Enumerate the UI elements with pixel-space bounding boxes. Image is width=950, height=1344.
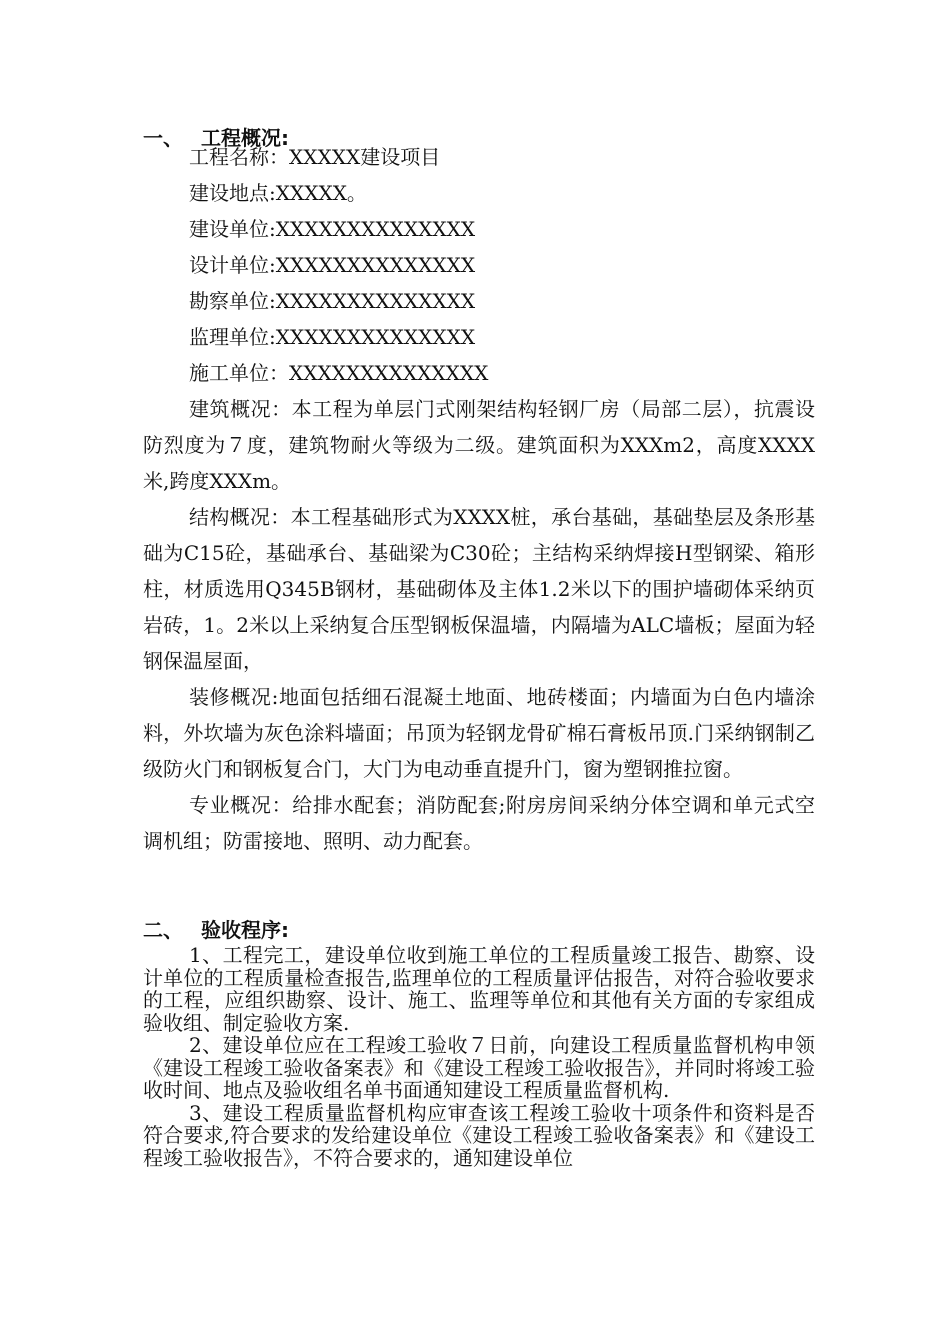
specialty-overview: 专业概况：给排水配套；消防配套;附房房间采纳分体空调和单元式空调机组；防雷接地、照明、动力配套。 (143, 793, 815, 853)
construction-unit: 施工单位：XXXXXXXXXXXXXX (189, 361, 489, 385)
decoration-overview: 装修概况:地面包括细石混凝土地面、地砖楼面；内墙面为白色内墙涂料，外坎墙为灰色涂料墙面；吊顶为轻钢龙骨矿棉石膏板吊顶.门采纳钢制乙级防火门和钢板复合门，大门为电动垂直提升门，窗为塑钢推拉窗。 (143, 685, 815, 781)
owner-unit: 建设单位:XXXXXXXXXXXXXX (189, 217, 476, 241)
procedure-step-2: 2、建设单位应在工程竣工验收７日前，向建设工程质量监督机构申领《建设工程竣工验收备案表》和《建设工程竣工验收报告》，并同时将竣工验收时间、地点及验收组名单书面通知建设工程质量监督机构. (143, 1033, 815, 1102)
project-location: 建设地点:XXXXX。 (189, 181, 367, 205)
procedure-step-3: 3、建设工程质量监督机构应审查该工程竣工验收十项条件和资料是否符合要求,符合要求的发给建设单位《建设工程竣工验收备案表》和《建设工程竣工验收报告》，不符合要求的，通知建设单位 (143, 1100, 815, 1170)
section2-body (143, 944, 815, 1169)
building-overview: 建筑概况：本工程为单层门式刚架结构轻钢厂房（局部二层），抗震设防烈度为７度，建筑物耐火等级为二级。建筑面积为XXXm2，高度XXXX米,跨度XXXm。 (143, 397, 815, 493)
project-name: 工程名称：XXXXX建设项目 (189, 145, 441, 169)
survey-unit: 勘察单位:XXXXXXXXXXXXXX (189, 289, 476, 313)
supervision-unit: 监理单位:XXXXXXXXXXXXXX (189, 325, 476, 349)
section1-number: 一、 (143, 126, 183, 150)
section1-title: 工程概况: (201, 126, 289, 150)
structure-overview: 结构概况：本工程基础形式为XXXX桩，承台基础，基础垫层及条形基础为C15砼，基础承台、基础梁为C30砼；主结构采纳焊接H型钢梁、箱形柱，材质选用Q345B钢材，基础砌体及主体1.2米以下的围护墙砌体采纳页岩砖，1。2米以上采纳复合压型钢板保温墙，内隔墙为ALC墙板；屋面为轻钢保温屋面， (143, 505, 815, 673)
section2-number: 二、 (143, 918, 183, 942)
section2-heading (143, 918, 289, 942)
design-unit: 设计单位:XXXXXXXXXXXXXX (189, 253, 476, 277)
section1-body (143, 139, 815, 859)
procedure-step-1: 1、工程完工，建设单位收到施工单位的工程质量竣工报告、勘察、设计单位的工程质量检查报告,监理单位的工程质量评估报告，对符合验收要求的工程，应组织勘察、设计、施工、监理等单位和其他有关方面的专家组成验收组、制定验收方案. (143, 943, 815, 1035)
section2-title: 验收程序: (201, 918, 289, 942)
